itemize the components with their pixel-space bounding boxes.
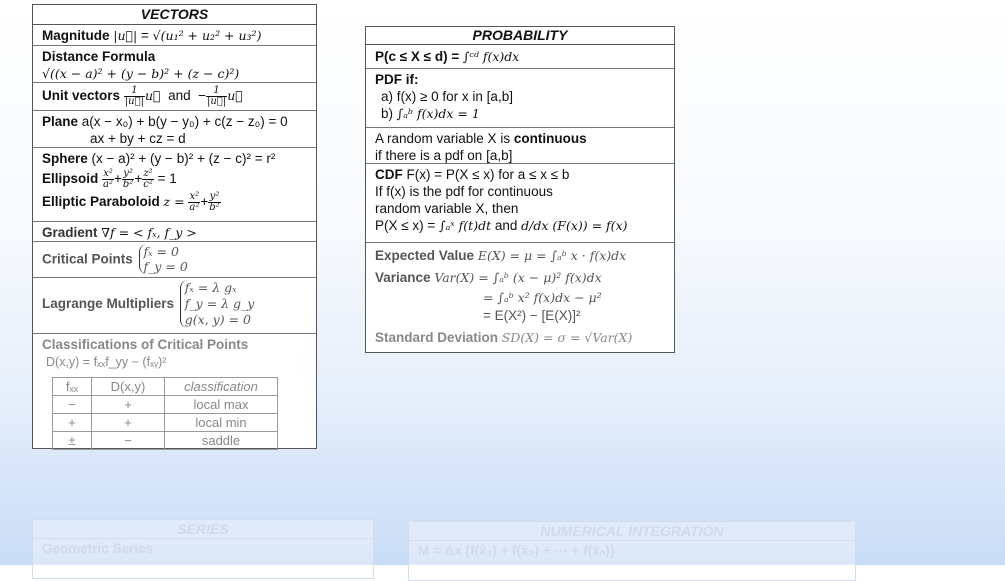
cdf-l4b: ∫ₐˣ f(t)dt	[439, 218, 492, 233]
unit-f1-num: 1	[124, 86, 145, 97]
continuous-bold: continuous	[513, 131, 587, 146]
pdf-b-expr: ∫ₐᵇ f(x)dx = 1	[396, 106, 480, 121]
variance-label: Variance	[375, 270, 431, 285]
paraboloid-lhs: z =	[163, 194, 185, 210]
unit-vectors-row	[33, 83, 316, 111]
distance-label: Distance Formula	[42, 49, 156, 64]
vectors-card	[32, 4, 317, 449]
stddev-expr: SD(X) = σ = √Var(X)	[501, 330, 633, 345]
numerical-line: M = Δx [f(x̄₁) + f(x̄₂) + ⋯ + f(x̄ₙ)]	[418, 543, 615, 558]
plane-label: Plane	[42, 114, 79, 129]
paraboloid-plus: +	[200, 194, 209, 210]
prob-interval-row	[366, 45, 674, 69]
magnitude-eq: =	[141, 28, 149, 43]
cdf-l3: random variable X, then	[375, 201, 519, 216]
plane-row	[33, 111, 316, 148]
gradient-row	[33, 222, 316, 242]
classification-formula: D(x,y) = fₓₓf_yy − (fₓᵧ)²	[46, 355, 167, 369]
unit-and: and	[168, 88, 191, 103]
critical-l1: fₓ = 0	[143, 244, 179, 259]
numerical-title: NUMERICAL INTEGRATION	[409, 522, 855, 541]
unit-f2-num: 1	[206, 86, 227, 97]
ellipsoid-plus2: +	[134, 171, 143, 187]
cdf-l4a: P(X ≤ x) =	[375, 218, 436, 233]
continuous-row	[366, 128, 674, 164]
class-cell: local max	[165, 396, 278, 414]
numerical-integration-card	[408, 521, 856, 581]
pdf-label: PDF if:	[375, 72, 419, 87]
vectors-title: VECTORS	[33, 5, 316, 25]
cdf-l1: F(x) = P(X ≤ x) for a ≤ x ≤ b	[406, 167, 570, 182]
class-cell: −	[53, 396, 92, 414]
critical-brace	[139, 244, 188, 274]
continuous-t2: if there is a pdf on [a,b]	[375, 148, 513, 163]
unit-vectors-label: Unit vectors	[42, 88, 121, 103]
pdf-a: a) f(x) ≥ 0 for x in [a,b]	[381, 89, 513, 104]
distance-row	[33, 46, 316, 83]
classification-label: Classifications of Critical Points	[42, 337, 249, 352]
class-header: D(x,y)	[92, 378, 165, 396]
stddev-label: Standard Deviation	[375, 330, 499, 345]
sphere-eq: (x − a)² + (y − b)² + (z − c)² = r²	[91, 151, 276, 166]
unit-v1: u⃗	[144, 88, 161, 103]
magnitude-rhs: √(u₁² + u₂² + u₃²)	[152, 28, 262, 43]
lagrange-label: Lagrange Multipliers	[42, 296, 175, 311]
unit-f2-den: |u⃗|	[207, 95, 227, 107]
unit-minus: −	[198, 88, 206, 103]
series-title: SERIES	[33, 520, 373, 539]
critical-l2: f_y = 0	[143, 259, 188, 274]
cdf-label: CDF	[375, 167, 403, 182]
plane-eq1: a(x − x₀) + b(y − y₀) + c(z − z₀) = 0	[81, 114, 288, 129]
ellipsoid-d2: b²	[122, 179, 134, 190]
quadric-row	[33, 148, 316, 222]
series-line: Geometric Series	[42, 541, 154, 556]
critical-row	[33, 242, 316, 278]
paraboloid-n2: y²	[209, 191, 220, 202]
gradient-label: Gradient	[42, 225, 98, 240]
cdf-l4d: d/dx (F(x)) = f(x)	[521, 218, 628, 233]
class-cell: local min	[165, 414, 278, 432]
cdf-l4c: and	[494, 218, 518, 233]
class-cell: −	[92, 432, 165, 450]
paraboloid-label: Elliptic Paraboloid	[42, 194, 160, 210]
ellipsoid-n1: x²	[103, 168, 113, 179]
distance-formula: √((x − a)² + (y − b)² + (z − c)²)	[42, 66, 240, 81]
variance-l1: Var(X) = ∫ₐᵇ (x − μ)² f(x)dx	[434, 270, 602, 285]
class-cell: +	[53, 414, 92, 432]
expected-label: Expected Value	[375, 248, 475, 263]
classification-table	[52, 377, 278, 450]
lagrange-l1: fₓ = λ gₓ	[184, 280, 237, 295]
pdf-b-prefix: b)	[381, 106, 394, 121]
probability-title: PROBABILITY	[366, 27, 674, 45]
classification-row	[33, 334, 316, 450]
ellipsoid-label: Ellipsoid	[42, 171, 99, 187]
variance-l3: = E(X²) − [E(X)]²	[483, 308, 581, 323]
class-header: fₓₓ	[53, 378, 92, 396]
prob-interval-label: P(c ≤ X ≤ d) =	[375, 49, 460, 64]
gradient-expr: ∇f = < fₓ, f_y >	[101, 225, 197, 240]
ellipsoid-d1: a²	[103, 179, 114, 190]
expected-expr: E(X) = μ = ∫ₐᵇ x · f(x)dx	[477, 248, 627, 263]
expected-variance-row	[366, 243, 674, 353]
series-card	[32, 519, 374, 579]
critical-label: Critical Points	[42, 251, 133, 267]
prob-interval-expr: ∫ᶜᵈ f(x)dx	[462, 49, 520, 64]
lagrange-l3: g(x, y) = 0	[184, 312, 251, 327]
unit-f1-den: |u⃗|	[124, 95, 144, 107]
unit-v2: u⃗	[227, 88, 243, 103]
paraboloid-d2: b²	[209, 202, 220, 213]
cdf-row	[366, 164, 674, 243]
variance-l2: = ∫ₐᵇ x² f(x)dx − μ²	[483, 290, 602, 305]
class-cell: ±	[53, 432, 92, 450]
continuous-t1: A random variable X is	[375, 131, 511, 146]
paraboloid-n1: x²	[189, 191, 200, 202]
cdf-l2: If f(x) is the pdf for continuous	[375, 184, 553, 199]
ellipsoid-rhs: = 1	[157, 171, 177, 187]
magnitude-lhs: |u⃗|	[113, 28, 138, 43]
ellipsoid-d3: c²	[143, 179, 153, 190]
class-cell: +	[92, 414, 165, 432]
lagrange-brace	[180, 280, 255, 328]
sphere-label: Sphere	[42, 151, 88, 166]
paraboloid-d1: a²	[189, 202, 200, 213]
class-cell: saddle	[165, 432, 278, 450]
probability-card	[365, 26, 675, 353]
ellipsoid-n3: z²	[143, 168, 153, 179]
class-cell: +	[92, 396, 165, 414]
magnitude-label: Magnitude	[42, 28, 110, 43]
lagrange-row	[33, 278, 316, 334]
ellipsoid-plus1: +	[114, 171, 122, 187]
lagrange-l2: f_y = λ g_y	[184, 296, 255, 311]
ellipsoid-n2: y²	[123, 168, 133, 179]
plane-eq2: ax + by + cz = d	[90, 131, 186, 146]
pdf-row	[366, 69, 674, 128]
magnitude-row	[33, 25, 316, 46]
class-header: classification	[165, 378, 278, 396]
